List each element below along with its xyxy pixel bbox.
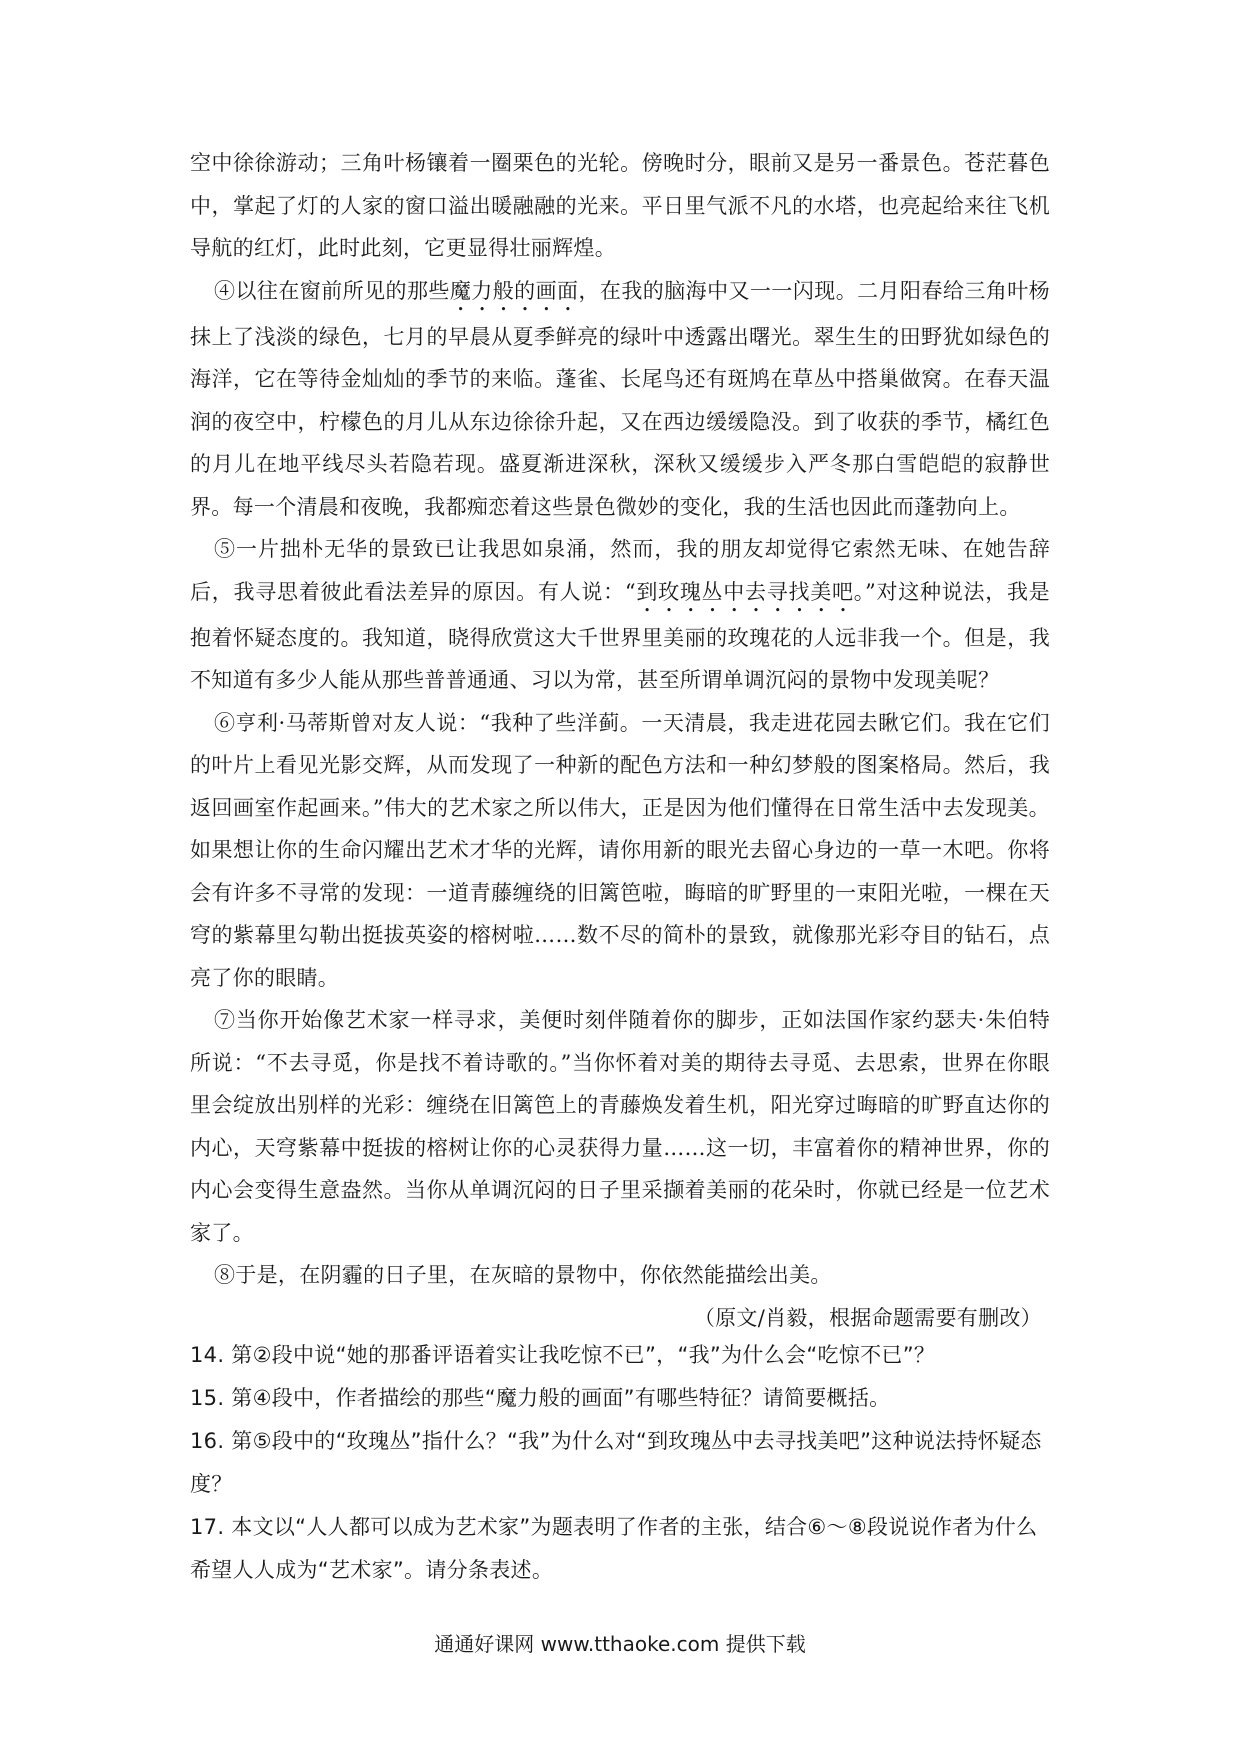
- paragraph-5-start: ⑤一片拙朴无华的景致已让我思如泉涌，然而，我的朋友却觉得它索然无味、在她告辞后，我寻思着彼此看法差异的原因。有人说：“: [190, 537, 1050, 604]
- question-17: 17. 本文以“人人都可以成为艺术家”为题表明了作者的主张，结合⑥～⑧段说说作者为什么希望人人成为“艺术家”。请分条表述。: [190, 1515, 1038, 1582]
- page-footer: 通通好课网 www.tthaoke.com 提供下载: [434, 1632, 806, 1656]
- emphasized-phrase-magic-pictures: 魔力般的画面: [449, 278, 579, 303]
- paragraph-4: [190, 270, 1050, 529]
- paragraph-3-continuation: 空中徐徐游动；三角叶杨镶着一圈栗色的光轮。傍晚时分，眼前又是另一番景色。苍茫暮色中，掌起了灯的人家的窗口溢出暖融融的光来。平日里气派不凡的水塔，也亮起给来往飞机导航的红灯，此时此刻，它更显得壮丽辉煌。: [190, 151, 1050, 260]
- paragraph-4-rest: ，在我的脑海中又一一闪现。二月阳春给三角叶杨抹上了浅淡的绿色，七月的早晨从夏季鲜亮的绿叶中透露出曙光。翠生生的田野犹如绿色的海洋，它在等待金灿灿的季节的来临。蓬雀、长尾鸟还有斑鸠在草丛中搭巢做窝。在春天温润的夜空中，柠檬色的月儿从东边徐徐升起，又在西边缓缓隐没。到了收获的季节，橘红色的月儿在地平线尽头若隐若现。盛夏渐进深秋，深秋又缓缓步入严冬那白雪皑皑的寂静世界。每一个清晨和夜晚，我都痴恋着这些景色微妙的变化，我的生活也因此而蓬勃向上。: [190, 278, 1050, 519]
- paragraph-8: ⑧于是，在阴霾的日子里，在灰暗的景物中，你依然能描绘出美。: [214, 1263, 832, 1287]
- source-citation: （原文/肖毅，根据命题需要有删改）: [693, 1305, 1042, 1330]
- question-15: 15. 第④段中，作者描绘的那些“魔力般的画面”有哪些特征？请简要概括。: [190, 1386, 891, 1410]
- passage: [190, 142, 1050, 1339]
- paragraph-7: ⑦当你开始像艺术家一样寻求，美便时刻伴随着你的脚步，正如法国作家约瑟夫·朱伯特所说：“不去寻觅，你是找不着诗歌的。”当你怀着对美的期待去寻觅、去思索，世界在你眼里会绽放出别样的光彩：缠绕在旧篱笆上的青藤焕发着生机，阳光穿过晦暗的旷野直达你的内心，天穹紫幕中挺拔的榕树让你的心灵获得力量……这一切，丰富着你的精神世界，你的内心会变得生意盎然。当你从单调沉闷的日子里采撷着美丽的花朵时，你就已经是一位艺术家了。: [190, 1008, 1050, 1245]
- question-14: 14. 第②段中说“她的那番评语着实让我吃惊不已”，“我”为什么会“吃惊不已”？: [190, 1343, 936, 1367]
- question-16: 16. 第⑤段中的“玫瑰丛”指什么？“我”为什么对“到玫瑰丛中去寻找美吧”这种说法持怀疑态度？: [190, 1429, 1042, 1496]
- paragraph-6: ⑥亨利·马蒂斯曾对友人说：“我种了些洋蓟。一天清晨，我走进花园去瞅它们。我在它们的叶片上看见光影交辉，从而发现了一种新的配色方法和一种幻梦般的图案格局。然后，我返回画室作起画来。”伟大的艺术家之所以伟大，正是因为他们懂得在日常生活中去发现美。如果想让你的生命闪耀出艺术才华的光辉，请你用新的眼光去留心身边的一草一木吧。你将会有许多不寻常的发现：一道青藤缠绕的旧篱笆啦，晦暗的旷野里的一束阳光啦，一棵在天穹的紫幕里勾勒出挺拔英姿的榕树啦……数不尽的简朴的景致，就像那光彩夺目的钻石，点亮了你的眼睛。: [190, 710, 1050, 990]
- paragraph-5-rest: 。”对这种说法，我是抱着怀疑态度的。我知道，晓得欣赏这大千世界里美丽的玫瑰花的人远非我一个。但是，我不知道有多少人能从那些普普通通、习以为常，甚至所谓单调沉闷的景物中发现美呢？: [190, 579, 1050, 692]
- paragraph-4-start: ④以往在窗前所见的那些: [214, 278, 450, 303]
- questions-list: [190, 1334, 1050, 1592]
- paragraph-5: [190, 528, 1050, 702]
- emphasized-phrase-rose-bush: 到玫瑰丛中去寻找美吧: [635, 579, 854, 604]
